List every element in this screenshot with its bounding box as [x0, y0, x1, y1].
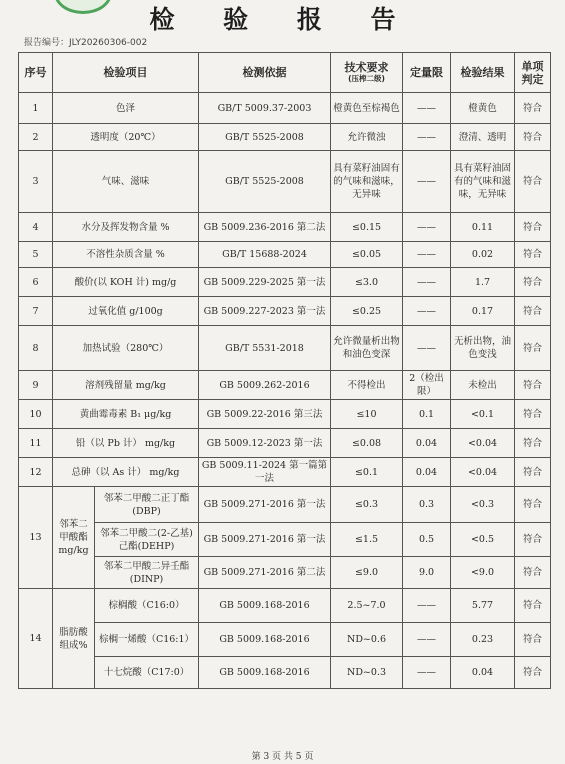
col-header-method: 检测依据 — [199, 53, 331, 93]
technical-requirement: 2.5~7.0 — [331, 589, 403, 623]
table-row — [19, 523, 551, 557]
table-row — [19, 589, 551, 623]
test-result: 1.7 — [451, 268, 515, 297]
test-method: GB 5009.262-2016 — [199, 371, 331, 400]
judgement: 符合 — [515, 93, 551, 124]
sub-item-name: 邻苯二甲酸二正丁酯(DBP) — [95, 487, 199, 523]
technical-requirement: ≤0.15 — [331, 213, 403, 242]
test-method: GB/T 5525-2008 — [199, 124, 331, 151]
quantitation-limit: 0.1 — [403, 400, 451, 429]
item-name: 酸价(以 KOH 计) mg/g — [53, 268, 199, 297]
test-method: GB 5009.271-2016 第一法 — [199, 487, 331, 523]
test-result: 0.11 — [451, 213, 515, 242]
sub-item-name: 十七烷酸（C17:0） — [95, 657, 199, 689]
table-row — [19, 487, 551, 523]
row-number: 11 — [19, 429, 53, 458]
test-method: GB 5009.271-2016 第二法 — [199, 557, 331, 589]
item-name: 色泽 — [53, 93, 199, 124]
test-method: GB 5009.22-2016 第三法 — [199, 400, 331, 429]
test-result: <9.0 — [451, 557, 515, 589]
test-method: GB/T 5531-2018 — [199, 326, 331, 371]
quantitation-limit: —— — [403, 623, 451, 657]
quantitation-limit: 0.3 — [403, 487, 451, 523]
test-result: <0.3 — [451, 487, 515, 523]
judgement: 符合 — [515, 268, 551, 297]
judgement: 符合 — [515, 458, 551, 487]
col-header-no: 序号 — [19, 53, 53, 93]
judgement: 符合 — [515, 589, 551, 623]
quantitation-limit: 0.5 — [403, 523, 451, 557]
judgement: 符合 — [515, 487, 551, 523]
row-number: 5 — [19, 242, 53, 268]
test-method: GB 5009.168-2016 — [199, 657, 331, 689]
technical-requirement: 不得检出 — [331, 371, 403, 400]
sub-item-name: 棕榈一烯酸（C16:1） — [95, 623, 199, 657]
technical-requirement: ≤0.08 — [331, 429, 403, 458]
item-name: 水分及挥发物含量 % — [53, 213, 199, 242]
judgement: 符合 — [515, 623, 551, 657]
test-method: GB 5009.236-2016 第二法 — [199, 213, 331, 242]
test-result: 无析出物，油色变浅 — [451, 326, 515, 371]
row-number: 9 — [19, 371, 53, 400]
test-method: GB/T 5525-2008 — [199, 151, 331, 213]
group-label: 邻苯二甲酸酯 mg/kg — [53, 487, 95, 589]
test-result: 橙黄色 — [451, 93, 515, 124]
item-name: 不溶性杂质含量 % — [53, 242, 199, 268]
sub-item-name: 棕榈酸（C16:0） — [95, 589, 199, 623]
table-row — [19, 93, 551, 124]
table-row — [19, 623, 551, 657]
technical-requirement: 允许微浊 — [331, 124, 403, 151]
requirement-label: 技术要求 — [344, 61, 389, 74]
row-number: 3 — [19, 151, 53, 213]
col-header-result: 检验结果 — [451, 53, 515, 93]
table-row — [19, 213, 551, 242]
technical-requirement: ≤0.25 — [331, 297, 403, 326]
table-row — [19, 371, 551, 400]
test-result: 未检出 — [451, 371, 515, 400]
technical-requirement: 具有菜籽油固有的气味和滋味，无异味 — [331, 151, 403, 213]
test-method: GB 5009.11-2024 第一篇第一法 — [199, 458, 331, 487]
test-method: GB 5009.12-2023 第一法 — [199, 429, 331, 458]
group-label: 脂肪酸组成% — [53, 589, 95, 689]
technical-requirement: ND~0.6 — [331, 623, 403, 657]
row-number: 12 — [19, 458, 53, 487]
table-row — [19, 124, 551, 151]
test-result: 0.23 — [451, 623, 515, 657]
test-method: GB 5009.229-2025 第一法 — [199, 268, 331, 297]
technical-requirement: ≤0.3 — [331, 487, 403, 523]
sub-item-name: 邻苯二甲酸二异壬酯(DINP) — [95, 557, 199, 589]
quantitation-limit: —— — [403, 93, 451, 124]
judgement: 符合 — [515, 151, 551, 213]
judgement: 符合 — [515, 429, 551, 458]
judgement: 符合 — [515, 297, 551, 326]
test-method: GB/T 5009.37-2003 — [199, 93, 331, 124]
test-method: GB/T 15688-2024 — [199, 242, 331, 268]
test-result: <0.5 — [451, 523, 515, 557]
row-number: 6 — [19, 268, 53, 297]
inspection-table — [18, 52, 551, 689]
judgement: 符合 — [515, 657, 551, 689]
quantitation-limit: —— — [403, 657, 451, 689]
judgement: 符合 — [515, 213, 551, 242]
row-number: 7 — [19, 297, 53, 326]
technical-requirement: ≤0.1 — [331, 458, 403, 487]
sub-item-name: 邻苯二甲酸二(2-乙基)己酯(DEHP) — [95, 523, 199, 557]
test-result: 澄清、透明 — [451, 124, 515, 151]
col-header-requirement — [331, 53, 403, 93]
quantitation-limit: 9.0 — [403, 557, 451, 589]
test-result: 0.02 — [451, 242, 515, 268]
header-row — [19, 53, 551, 93]
judgement: 符合 — [515, 371, 551, 400]
quantitation-limit: —— — [403, 297, 451, 326]
item-name: 加热试验（280℃） — [53, 326, 199, 371]
table-row — [19, 242, 551, 268]
item-name: 总砷（以 As 计） mg/kg — [53, 458, 199, 487]
test-result: <0.04 — [451, 429, 515, 458]
col-header-item: 检验项目 — [53, 53, 199, 93]
row-number: 1 — [19, 93, 53, 124]
quantitation-limit: —— — [403, 242, 451, 268]
table-row — [19, 151, 551, 213]
item-name: 铅（以 Pb 计） mg/kg — [53, 429, 199, 458]
col-header-judgement: 单项判定 — [515, 53, 551, 93]
item-name: 过氧化值 g/100g — [53, 297, 199, 326]
quantitation-limit: —— — [403, 124, 451, 151]
row-number: 8 — [19, 326, 53, 371]
technical-requirement: ND~0.3 — [331, 657, 403, 689]
technical-requirement: ≤0.05 — [331, 242, 403, 268]
table-row — [19, 297, 551, 326]
page-footer: 第 3 页 共 5 页 — [251, 752, 314, 762]
technical-requirement: 橙黄色至棕褐色 — [331, 93, 403, 124]
test-result: 5.77 — [451, 589, 515, 623]
test-result: <0.04 — [451, 458, 515, 487]
test-result: <0.1 — [451, 400, 515, 429]
test-result: 具有菜籽油固有的气味和滋味，无异味 — [451, 151, 515, 213]
item-name: 黄曲霉毒素 B₁ μg/kg — [53, 400, 199, 429]
quantitation-limit: 0.04 — [403, 429, 451, 458]
quantitation-limit: —— — [403, 589, 451, 623]
requirement-grade: (压榨二级) — [348, 74, 385, 83]
quantitation-limit: —— — [403, 213, 451, 242]
judgement: 符合 — [515, 242, 551, 268]
test-result: 0.17 — [451, 297, 515, 326]
row-number: 10 — [19, 400, 53, 429]
test-method: GB 5009.271-2016 第一法 — [199, 523, 331, 557]
table-row — [19, 458, 551, 487]
page-title: 检 验 报 告 — [149, 5, 416, 34]
table-row — [19, 268, 551, 297]
technical-requirement: ≤1.5 — [331, 523, 403, 557]
judgement: 符合 — [515, 124, 551, 151]
row-number: 2 — [19, 124, 53, 151]
col-header-loq: 定量限 — [403, 53, 451, 93]
test-result: 0.04 — [451, 657, 515, 689]
table-row — [19, 429, 551, 458]
quantitation-limit: 0.04 — [403, 458, 451, 487]
technical-requirement: 允许微量析出物和油色变深 — [331, 326, 403, 371]
quantitation-limit: —— — [403, 326, 451, 371]
quantitation-limit: —— — [403, 151, 451, 213]
item-name: 透明度（20℃） — [53, 124, 199, 151]
table-row — [19, 657, 551, 689]
judgement: 符合 — [515, 557, 551, 589]
technical-requirement: ≤3.0 — [331, 268, 403, 297]
row-number: 13 — [19, 487, 53, 589]
judgement: 符合 — [515, 400, 551, 429]
technical-requirement: ≤9.0 — [331, 557, 403, 589]
report-number: 报告编号：JLY20260306-002 — [24, 38, 148, 48]
item-name: 溶剂残留量 mg/kg — [53, 371, 199, 400]
judgement: 符合 — [515, 523, 551, 557]
item-name: 气味、滋味 — [53, 151, 199, 213]
quantitation-limit: —— — [403, 268, 451, 297]
test-method: GB 5009.168-2016 — [199, 589, 331, 623]
table-row — [19, 326, 551, 371]
judgement: 符合 — [515, 326, 551, 371]
row-number: 14 — [19, 589, 53, 689]
row-number: 4 — [19, 213, 53, 242]
quantitation-limit: 2（检出限） — [403, 371, 451, 400]
technical-requirement: ≤10 — [331, 400, 403, 429]
table-row — [19, 557, 551, 589]
table-row — [19, 400, 551, 429]
test-method: GB 5009.168-2016 — [199, 623, 331, 657]
test-method: GB 5009.227-2023 第一法 — [199, 297, 331, 326]
